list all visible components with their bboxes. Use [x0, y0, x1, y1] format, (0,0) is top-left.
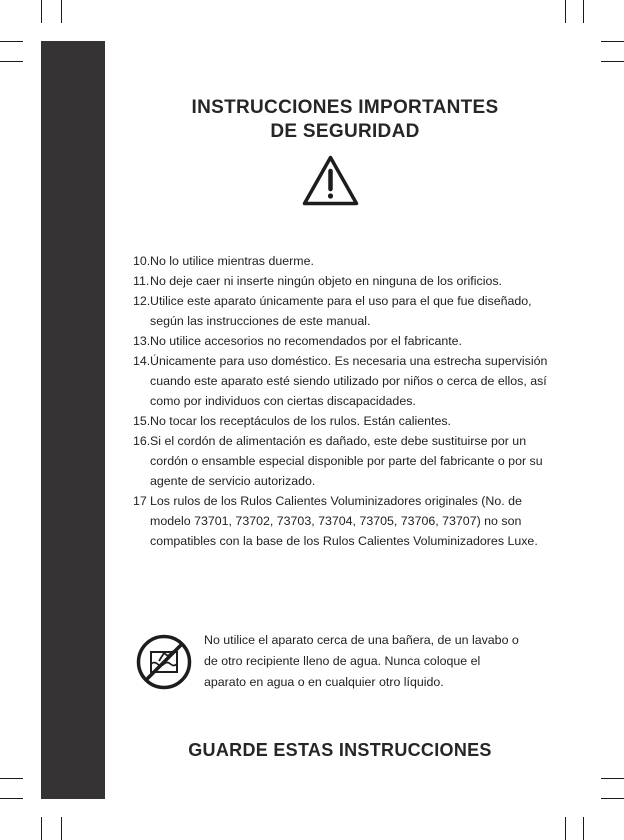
instructions-list [133, 251, 553, 551]
instruction-item [133, 431, 553, 491]
crop-mark [583, 817, 584, 840]
footer-title: GUARDE ESTAS INSTRUCCIONES [188, 740, 492, 760]
warning-triangle-icon [302, 155, 359, 206]
crop-mark [41, 0, 42, 23]
instruction-number: 11. [133, 274, 150, 288]
instruction-number: 15. [133, 414, 151, 428]
instruction-item [133, 331, 553, 351]
side-bar [41, 41, 105, 799]
water-warning-text: No utilice el aparato cerca de una bañera, de un lavabo o de otro recipiente lleno de agua. Nunca coloque el aparato en agua o en cualquier otro líquido. [204, 633, 519, 689]
instruction-text: No tocar los receptáculos de los rulos. Están calientes. [150, 414, 451, 428]
instruction-number: 13. [133, 334, 151, 348]
crop-mark [565, 817, 566, 840]
crop-mark [0, 778, 23, 779]
title-line-1: INSTRUCCIONES IMPORTANTES [191, 97, 499, 118]
instruction-item [133, 351, 553, 411]
no-water-immersion-icon [136, 634, 192, 690]
page-title [105, 96, 585, 144]
crop-mark [565, 0, 566, 23]
title-line-2: DE SEGURIDAD [270, 121, 420, 142]
instruction-number: 16. [133, 434, 151, 448]
crop-mark [583, 0, 584, 23]
instruction-item [133, 491, 553, 551]
crop-mark [601, 61, 624, 62]
instruction-number: 17 [133, 494, 147, 508]
instruction-item [133, 411, 553, 431]
crop-mark [0, 798, 23, 799]
crop-mark [61, 0, 62, 23]
instruction-text: Si el cordón de alimentación es dañado, este debe sustituirse por un cordón o ensamble especial disponible por parte del fabricante o por su agente de servicio autorizado. [150, 434, 543, 488]
crop-mark [0, 41, 23, 42]
instruction-text: No utilice accesorios no recomendados por el fabricante. [150, 334, 462, 348]
instruction-item [133, 271, 553, 291]
instruction-text: Únicamente para uso doméstico. Es necesaria una estrecha supervisión cuando este aparato esté siendo utilizado por niños o cerca de ellos, así como por individuos con ciertas discapacidades. [150, 354, 548, 408]
instruction-text: No lo utilice mientras duerme. [150, 254, 314, 268]
instruction-text: Utilice este aparato únicamente para el uso para el que fue diseñado, según las instrucciones de este manual. [150, 294, 532, 328]
instruction-number: 10. [133, 254, 151, 268]
instruction-number: 12. [133, 294, 151, 308]
crop-mark [41, 817, 42, 840]
crop-mark [61, 817, 62, 840]
instruction-text: Los rulos de los Rulos Calientes Voluminizadores originales (No. de modelo 73701, 73702, 73703, 73704, 73705, 73706, 73707) no son compatibles con la base de los Rulos Calientes Voluminizadores Luxe. [150, 494, 538, 548]
crop-mark [601, 778, 624, 779]
crop-mark [601, 41, 624, 42]
crop-mark [0, 61, 23, 62]
instruction-text: No deje caer ni inserte ningún objeto en ninguna de los orificios. [150, 274, 502, 288]
instruction-item [133, 291, 553, 331]
instruction-number: 14. [133, 354, 151, 368]
crop-mark [601, 798, 624, 799]
instruction-item [133, 251, 553, 271]
